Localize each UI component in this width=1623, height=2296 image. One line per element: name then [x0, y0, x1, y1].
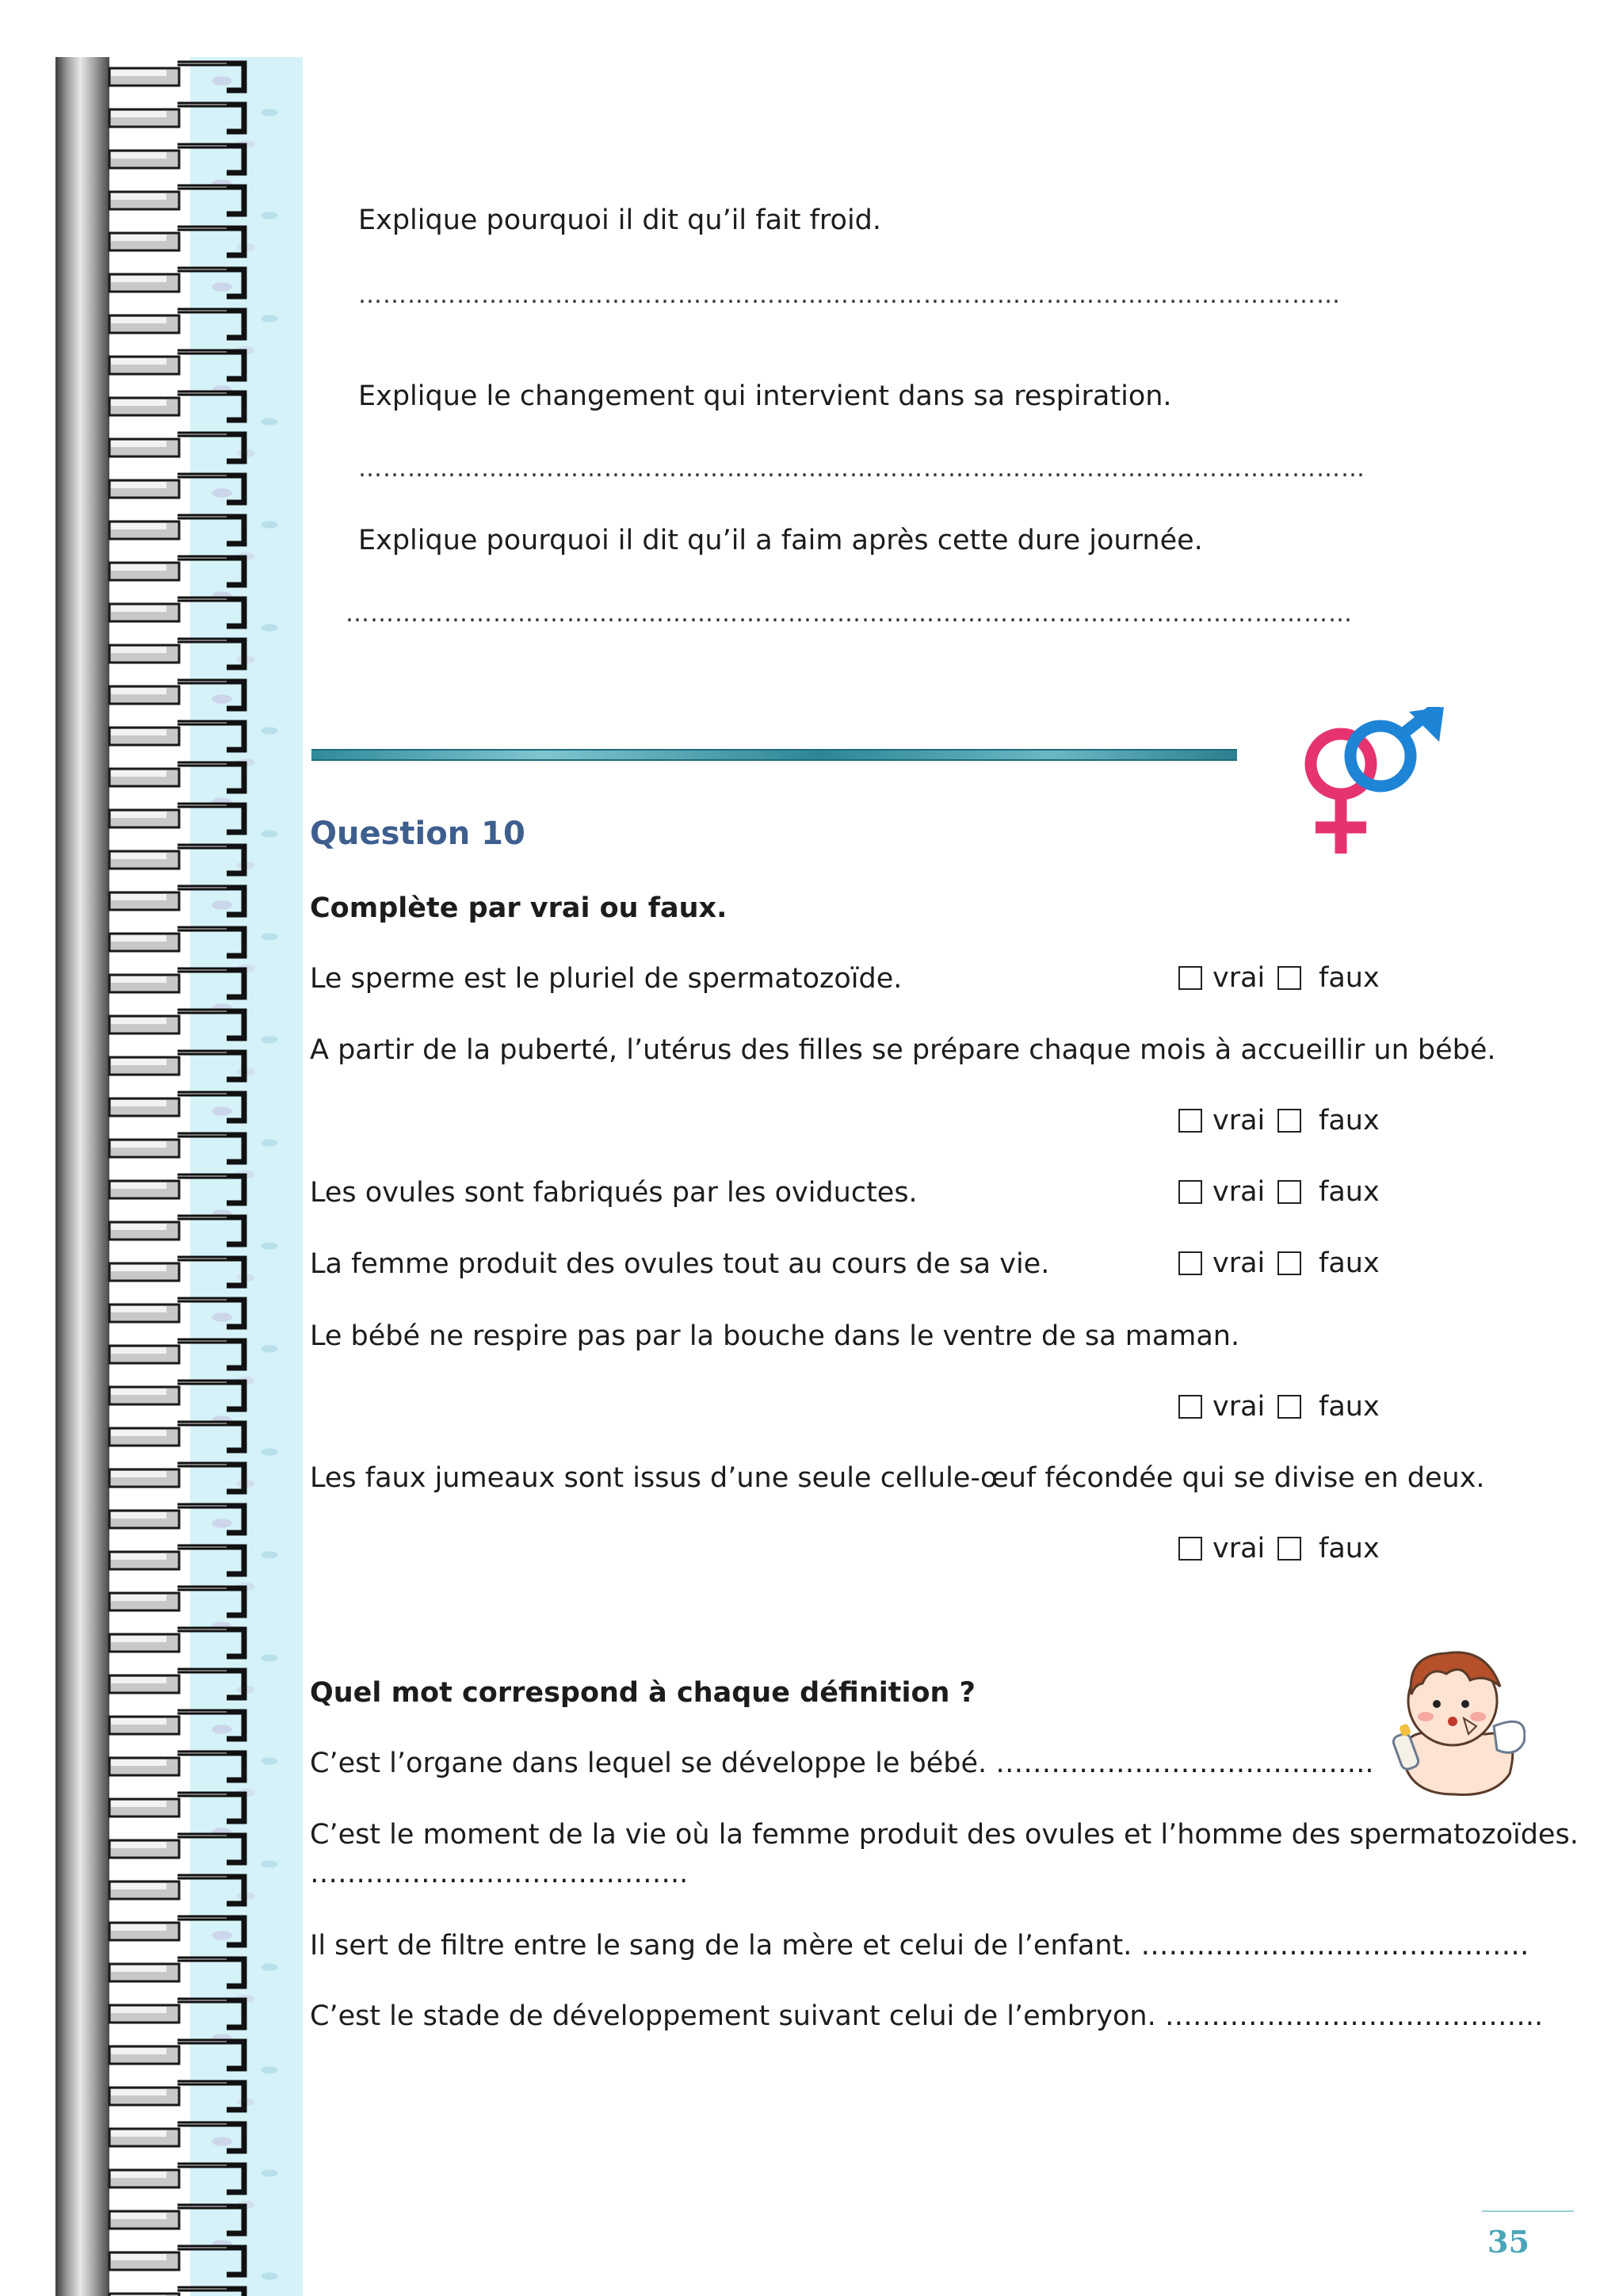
statement-4: La femme produit des ovules tout au cours de sa vie. — [310, 1248, 1050, 1280]
spiral-binding-decoration — [55, 57, 303, 2296]
faux-checkbox[interactable] — [1277, 966, 1301, 990]
faux-checkbox[interactable] — [1277, 1109, 1301, 1133]
statement-6: Les faux jumeaux sont issus d’une seule cellule-œuf fécondée qui se divise en deux. — [310, 1462, 1485, 1494]
vrai-checkbox[interactable] — [1178, 1537, 1202, 1561]
intro-question-3: Explique pourquoi il dit qu’il a faim après cette dure journée. — [358, 525, 1203, 556]
question-10-title: Question 10 — [310, 816, 525, 852]
faux-label: faux — [1319, 1533, 1380, 1564]
page-number: 35 — [1487, 2224, 1529, 2260]
faux-label: faux — [1319, 1391, 1380, 1423]
vrai-label: vrai — [1212, 1533, 1266, 1564]
statement-1: Le sperme est le pluriel de spermatozoïde. — [310, 963, 903, 995]
answer-line-1[interactable]: ………………………………………………………………………………………………………… — [358, 281, 1341, 309]
statement-2: A partir de la puberté, l’utérus des filles se prépare chaque mois à accueillir un bébé. — [310, 1034, 1496, 1066]
answer-line-3[interactable]: …………………………………………………………………………………………………………… — [346, 600, 1353, 628]
intro-question-2: Explique le changement qui intervient dans sa respiration. — [358, 380, 1172, 412]
vrai-checkbox[interactable] — [1178, 1180, 1202, 1204]
binding-gradient-bar — [55, 57, 109, 2296]
faux-checkbox[interactable] — [1277, 1251, 1301, 1275]
spiral-rings-icon — [108, 57, 263, 2296]
definition-2-answer-line[interactable]: ………………………………….. — [310, 1858, 689, 1889]
faux-label: faux — [1319, 1176, 1380, 1208]
baby-cherub-icon — [1391, 1639, 1526, 1797]
vrai-checkbox[interactable] — [1178, 1109, 1202, 1133]
vrai-checkbox[interactable] — [1178, 1251, 1202, 1275]
gender-symbols-icon — [1292, 707, 1458, 862]
definition-2: C’est le moment de la vie où la femme produit des ovules et l’homme des spermatozoïdes. — [310, 1819, 1579, 1851]
faux-checkbox[interactable] — [1277, 1537, 1301, 1561]
faux-checkbox[interactable] — [1277, 1395, 1301, 1419]
definition-1: C’est l’organe dans lequel se développe le bébé. ………………………………….. — [310, 1748, 1374, 1779]
vrai-label: vrai — [1212, 1391, 1266, 1423]
faux-label: faux — [1319, 1105, 1380, 1137]
statement-5: Le bébé ne respire pas par la bouche dans le ventre de sa maman. — [310, 1320, 1240, 1352]
vrai-label: vrai — [1212, 1105, 1266, 1137]
vrai-label: vrai — [1212, 1247, 1266, 1279]
definition-3: Il sert de filtre entre le sang de la mère et celui de l’enfant. …………………………………… — [310, 1930, 1529, 1962]
section-divider — [311, 749, 1237, 761]
vrai-label: vrai — [1212, 962, 1266, 994]
vrai-label: vrai — [1212, 1176, 1266, 1208]
page-number-rule — [1482, 2210, 1574, 2212]
definition-4: C’est le stade de développement suivant celui de l’embryon. ………………………………….. — [310, 2000, 1544, 2032]
question-10-instruction: Complète par vrai ou faux. — [310, 892, 727, 924]
statement-3: Les ovules sont fabriqués par les oviductes. — [310, 1177, 918, 1209]
vrai-checkbox[interactable] — [1178, 1395, 1202, 1419]
definitions-title: Quel mot correspond à chaque définition ? — [310, 1677, 976, 1709]
answer-line-2[interactable]: …………………………………………………………………………………………………………… — [358, 455, 1365, 483]
faux-checkbox[interactable] — [1277, 1180, 1301, 1204]
intro-question-1: Explique pourquoi il dit qu’il fait froid. — [358, 204, 882, 236]
faux-label: faux — [1319, 1247, 1380, 1279]
faux-label: faux — [1319, 962, 1380, 994]
vrai-checkbox[interactable] — [1178, 966, 1202, 990]
